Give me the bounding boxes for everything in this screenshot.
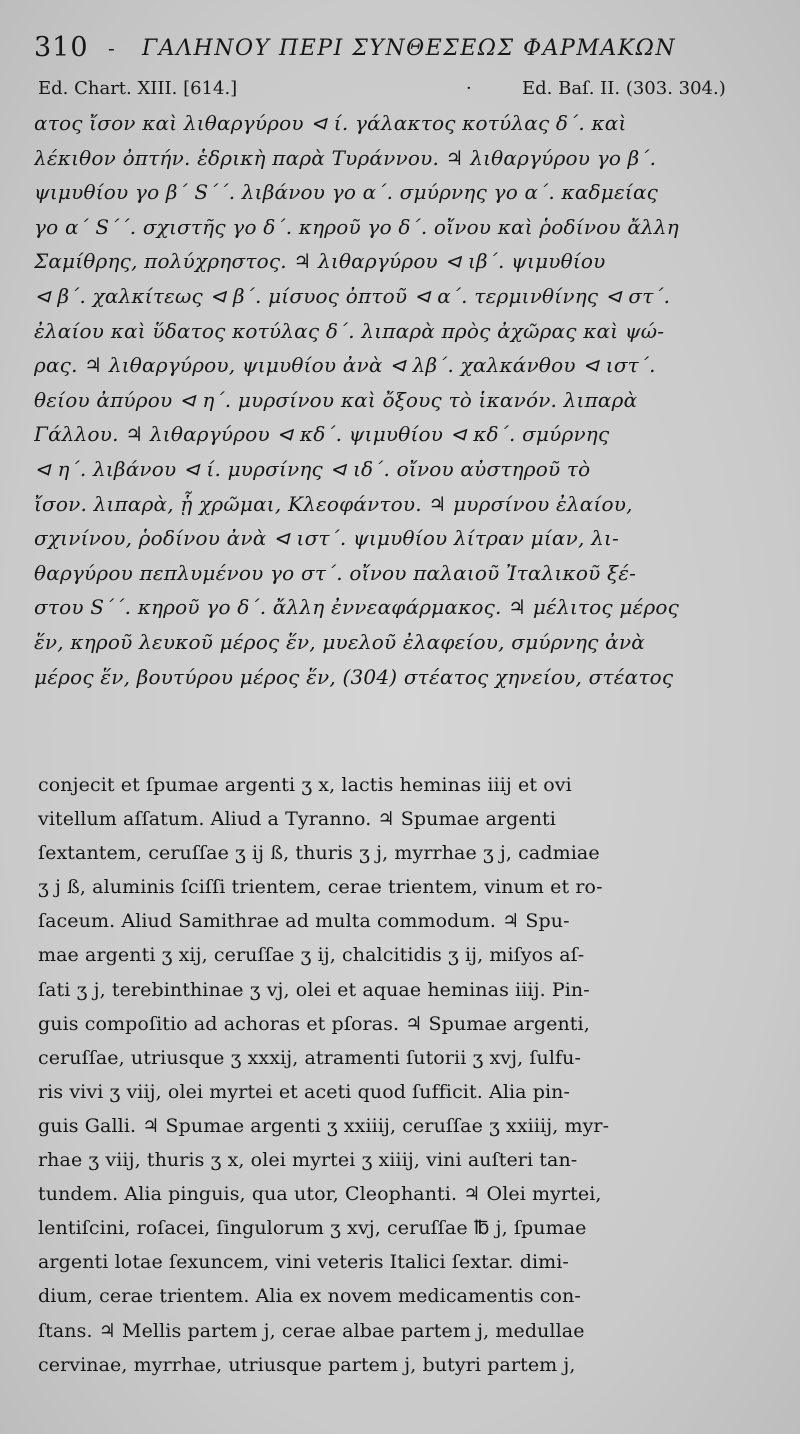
latin-text-line: guis compoſitio ad achoras et pſoras. ♃ Spumae argenti, xyxy=(38,1012,590,1035)
greek-text-line: ατος ἴσον καὶ λιθαργύρου ⊲ ί. γάλακτος κοτύλας δ΄. καὶ xyxy=(34,111,627,135)
greek-text-line: ἐλαίου καὶ ὕδατος κοτύλας δ΄. λιπαρὰ πρὸς ἀχῶρας καὶ ψώ- xyxy=(34,318,665,343)
page-header xyxy=(30,32,770,72)
latin-text-line: cervinae, myrrhae, utriusque partem j, butyri partem j, xyxy=(38,1353,576,1376)
latin-text-line: ʒ j ß, aluminis ſciſſi trientem, cerae trientem, vinum et ro- xyxy=(38,876,603,899)
latin-text-line: rhae ʒ viij, thuris ʒ x, olei myrtei ʒ xiiij, vini auſteri tan- xyxy=(38,1149,578,1172)
greek-text-line: λέκιθον ὀπτήν. ἑδρικὴ παρὰ Τυράννου. ♃ λιθαργύρου γο β΄. xyxy=(34,145,657,170)
latin-text-line: dium, cerae trientem. Alia ex novem medicamentis con- xyxy=(38,1285,581,1308)
latin-text-line: tundem. Alia pinguis, qua utor, Cleophanti. ♃ Olei myrtei, xyxy=(38,1183,602,1206)
greek-text-line: γο α΄ S΄΄. σχιστῆς γο δ΄. κηροῦ γο δ΄. οἴνου καὶ ῥοδίνου ἄλλη xyxy=(34,214,679,239)
latin-text-line: lentiſcini, roſacei, ſingulorum ʒ xvj, ceruſſae ℔ j, ſpumae xyxy=(38,1217,587,1240)
latin-text-line: guis Galli. ♃ Spumae argenti ʒ xxiiij, ceruſſae ʒ xxiiij, myr- xyxy=(38,1114,610,1137)
greek-text-line: ἴσον. λιπαρὰ, ᾗ χρῶμαι, Κλεοφάντου. ♃ μυρσίνου ἐλαίου, xyxy=(34,491,633,516)
edition-reference-chartier: Ed. Chart. XIII. [614.] xyxy=(38,78,238,99)
latin-text-line: ſaceum. Aliud Samithrae ad multa commodum. ♃ Spu- xyxy=(38,910,570,933)
running-title: ΓΑΛΗΝΟΥ ΠΕΡΙ ΣΥΝΘΕΣΕΩΣ ΦΑΡΜΑΚΩΝ xyxy=(142,36,677,61)
header-dash: - xyxy=(108,36,115,60)
latin-text-line: ris vivi ʒ viij, olei myrtei et aceti quod ſufficit. Alia pin- xyxy=(38,1080,571,1103)
latin-text-line: vitellum aſſatum. Aliud a Tyranno. ♃ Spumae argenti xyxy=(38,808,556,831)
latin-text-line: conjecit et ſpumae argenti ʒ x, lactis heminas iiij et ovi xyxy=(38,774,572,796)
edition-reference-line xyxy=(38,78,768,104)
greek-text-line: ρας. ♃ λιθαργύρου, ψιμυθίου ἀνὰ ⊲ λβ΄. χαλκάνθου ⊲ ιστ΄. xyxy=(34,353,656,378)
greek-text-line: θαργύρου πεπλυμένου γο στ΄. οἴνου παλαιοῦ Ἰταλικοῦ ξέ- xyxy=(34,560,637,585)
greek-text-line: ἕν, κηροῦ λευκοῦ μέρος ἕν, μυελοῦ ἐλαφείου, σμύρνης ἀνὰ xyxy=(34,629,645,654)
greek-text-line: μέρος ἕν, βουτύρου μέρος ἕν, (304) στέατος χηνείου, στέατος xyxy=(34,664,674,689)
greek-text-line: στου S΄΄. κηροῦ γο δ΄. ἄλλη ἐννεαφάρμακος. ♃ μέλιτος μέρος xyxy=(34,595,680,620)
latin-text-line: ceruſſae, utriusque ʒ xxxij, atramenti ſutorii ʒ xvj, ſulfu- xyxy=(38,1046,582,1069)
page-number: 310 xyxy=(34,32,89,63)
edition-mark: · xyxy=(466,78,472,99)
greek-text-block xyxy=(34,106,768,694)
greek-text-line: ⊲ β΄. χαλκίτεως ⊲ β΄. μίσυος ὀπτοῦ ⊲ α΄. τερμινθίνης ⊲ στ΄. xyxy=(34,283,671,308)
greek-text-line: ⊲ η΄. λιβάνου ⊲ ί. μυρσίνης ⊲ ιδ΄. οἴνου αὐστηροῦ τὸ xyxy=(34,456,591,481)
latin-text-line: ſati ʒ j, terebinthinae ʒ vj, olei et aquae heminas iiij. Pin- xyxy=(38,978,590,1001)
greek-text-line: ψιμυθίου γο β΄ S΄΄. λιβάνου γο α΄. σμύρνης γο α΄. καδμείας xyxy=(34,180,659,205)
edition-reference-basel: Ed. Baſ. II. (303. 304.) xyxy=(522,78,726,99)
greek-text-line: Σαμίθρης, πολύχρηστος. ♃ λιθαργύρου ⊲ ιβ΄. ψιμυθίου xyxy=(34,249,606,274)
greek-text-line: Γάλλου. ♃ λιθαργύρου ⊲ κδ΄. ψιμυθίου ⊲ κδ΄. σμύρνης xyxy=(34,422,610,447)
greek-text-line: σχινίνου, ῥοδίνου ἀνὰ ⊲ ιστ΄. ψιμυθίου λίτραν μίαν, λι- xyxy=(34,526,619,551)
greek-text-line: θείου ἀπύρου ⊲ η΄. μυρσίνου καὶ ὄξους τὸ ἱκανόν. λιπαρὰ xyxy=(34,387,638,412)
latin-text-line: argenti lotae ſexuncem, vini veteris Italici ſextar. dimi- xyxy=(38,1251,569,1274)
latin-text-line: ſtans. ♃ Mellis partem j, cerae albae partem j, medullae xyxy=(38,1319,585,1342)
latin-text-line: mae argenti ʒ xij, ceruſſae ʒ ij, chalcitidis ʒ ij, miſyos aſ- xyxy=(38,944,585,967)
latin-text-line: ſextantem, ceruſſae ʒ ij ß, thuris ʒ j, myrrhae ʒ j, cadmiae xyxy=(38,842,600,865)
latin-text-block xyxy=(38,768,768,1382)
